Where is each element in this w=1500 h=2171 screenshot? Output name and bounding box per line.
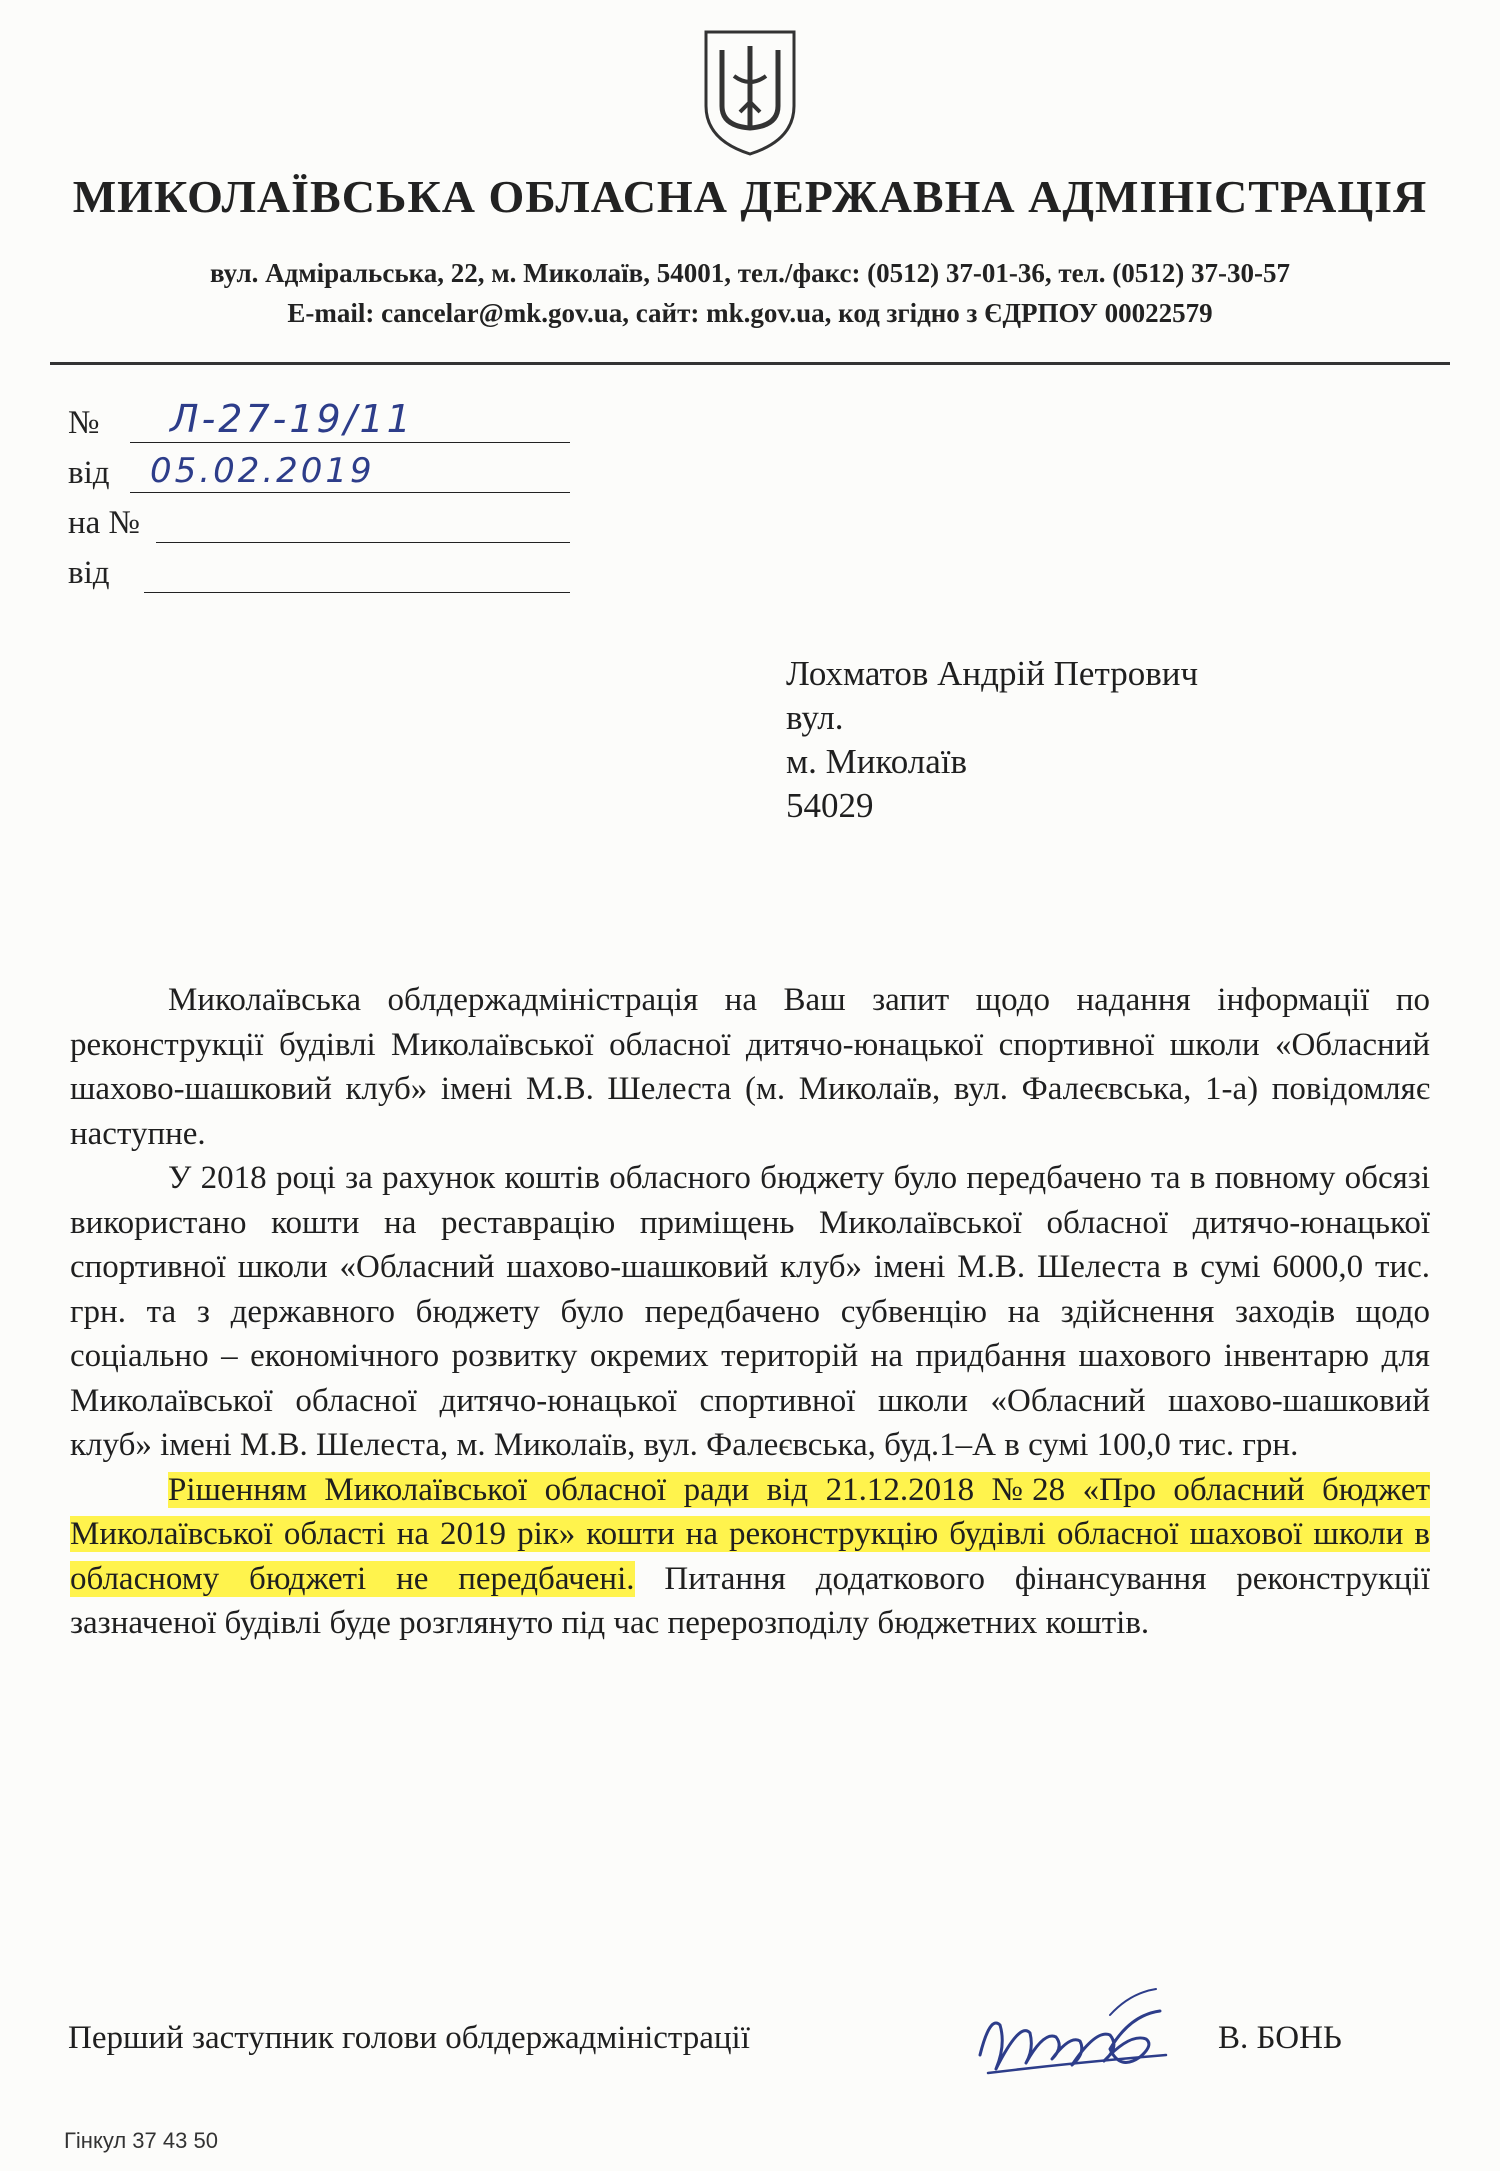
executor-contact: Гінкул 37 43 50 <box>64 2128 218 2153</box>
outgoing-date-value: 05.02.2019 <box>150 451 375 491</box>
outgoing-number-value: Л-27-19/11 <box>170 397 414 441</box>
body-paragraph-3-rest: Питання додаткового фінансування реконструкції зазначеної будівлі буде розглянуто під час перерозподілу бюджетних коштів. <box>70 1560 1431 1641</box>
outgoing-date-field <box>68 451 375 492</box>
handwritten-signature <box>960 1985 1180 2095</box>
letter-body <box>70 978 1430 1646</box>
signatory-name: В. БОНЬ <box>1218 2020 1342 2056</box>
incoming-date-label: від <box>68 555 110 591</box>
body-paragraph-2: У 2018 році за рахунок коштів обласного бюджету було передбачено та в повному обсязі використано кошти на реставрацію приміщень Миколаївської обласної дитячо-юнацької спортивної школи «Обласний шахово-шашковий клуб» імені М.В. Шелеста в сумі 6000,0 тис. грн. та з державного бюджету було передбачено субвенцію на здійснення заходів щодо соціально – економічного розвитку окремих територій на придбання шахового інвентарю для Миколаївської обласної дитячо-юнацької спортивної школи «Обласний шахово-шашковий клуб» імені М.В. Шелеста, м. Миколаїв, вул. Фалеєвська, буд.1–А в сумі 100,0 тис. грн. <box>70 1160 1430 1463</box>
outgoing-number-field <box>68 397 414 442</box>
incoming-number-field <box>68 505 140 542</box>
contact-address: вул. Адміральська, 22, м. Миколаїв, 54001, тел./факс: (0512) 37-01-36, тел. (0512) 37-30-57 <box>209 258 1291 288</box>
signatory-position: Перший заступник голови облдержадміністрації <box>68 2020 750 2056</box>
recipient-address <box>786 652 1198 828</box>
incoming-number-label: на № <box>68 505 141 541</box>
trident-coat-of-arms-icon <box>700 28 800 158</box>
header-divider <box>50 362 1450 365</box>
incoming-date-field <box>68 555 110 592</box>
recipient-city: м. Миколаїв <box>786 742 968 781</box>
recipient-street: вул. <box>786 698 844 737</box>
body-paragraph-3 <box>70 1468 1430 1646</box>
organization-title: МИКОЛАЇВСЬКА ОБЛАСНА ДЕРЖАВНА АДМІНІСТРАЦІЯ <box>72 171 1428 222</box>
outgoing-number-label: № <box>68 405 100 441</box>
recipient-name: Лохматов Андрій Петрович <box>786 654 1199 693</box>
recipient-postcode: 54029 <box>786 786 874 825</box>
body-paragraph-1: Миколаївська облдержадміністрація на Ваш запит щодо надання інформації по реконструкції будівлі Миколаївської обласної дитячо-юнацької спортивної школи «Обласний шахово-шашковий клуб» імені М.В. Шелеста (м. Миколаїв, вул. Фалеєвська, 1-а) повідомляє наступне. <box>70 982 1430 1152</box>
highlighted-text: Рішенням Миколаївської обласної ради від 21.12.2018 №28 «Про обласний бюджет Миколаївської області на 2019 рік» кошти на реконструкцію будівлі обласної шахової школи в обласному бюджеті не передбачені. <box>70 1471 1430 1597</box>
outgoing-date-label: від <box>68 455 110 491</box>
contact-email: E-mail: cancelar@mk.gov.ua, сайт: mk.gov.ua, код згідно з ЄДРПОУ 00022579 <box>287 298 1213 328</box>
